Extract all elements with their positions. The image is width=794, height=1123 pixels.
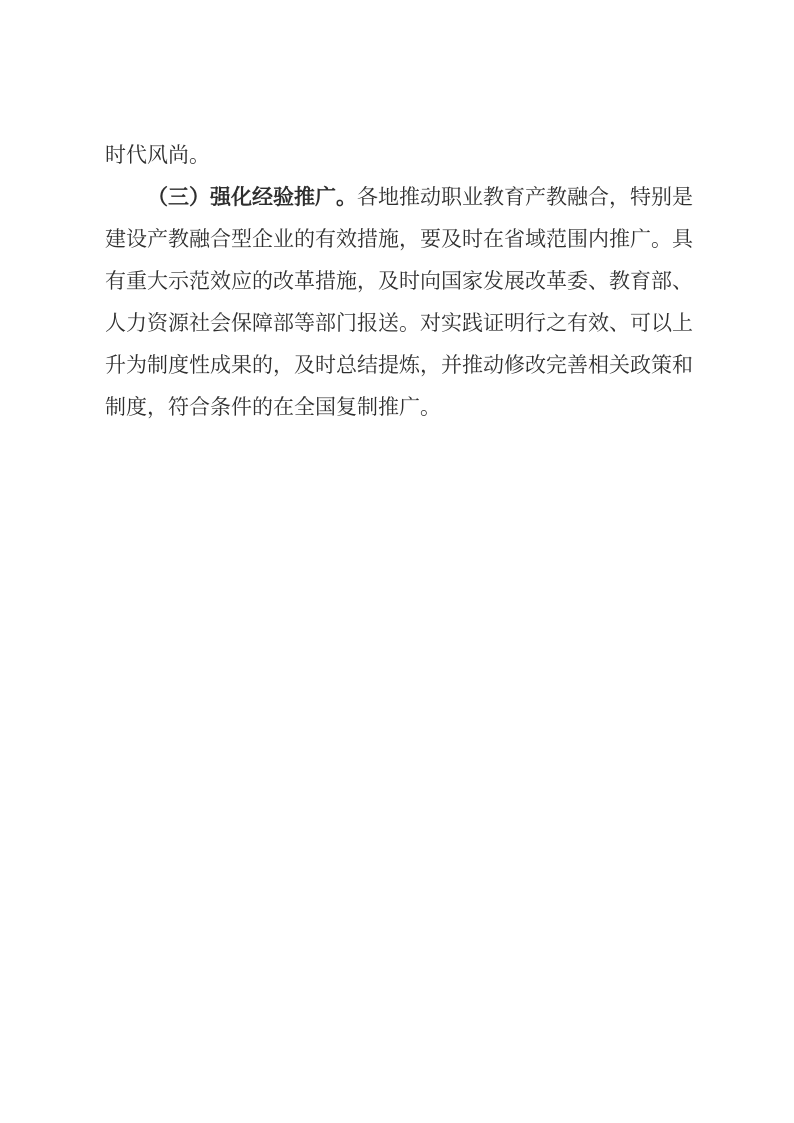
document-body bbox=[105, 134, 693, 428]
paragraph-body-text: 各地推动职业教育产教融合，特别是建设产教融合型企业的有效措施，要及时在省域范围内推广。具有重大示范效应的改革措施，及时向国家发展改革委、教育部、人力资源社会保障部等部门报送。对实践证明行之有效、可以上升为制度性成果的，及时总结提炼，并推动修改完善相关政策和制度，符合条件的在全国复制推广。 bbox=[105, 185, 693, 419]
paragraph-lead-heading: （三）强化经验推广。 bbox=[147, 185, 357, 209]
paragraph-section-3 bbox=[105, 176, 693, 428]
paragraph-continuation: 时代风尚。 bbox=[105, 143, 210, 167]
